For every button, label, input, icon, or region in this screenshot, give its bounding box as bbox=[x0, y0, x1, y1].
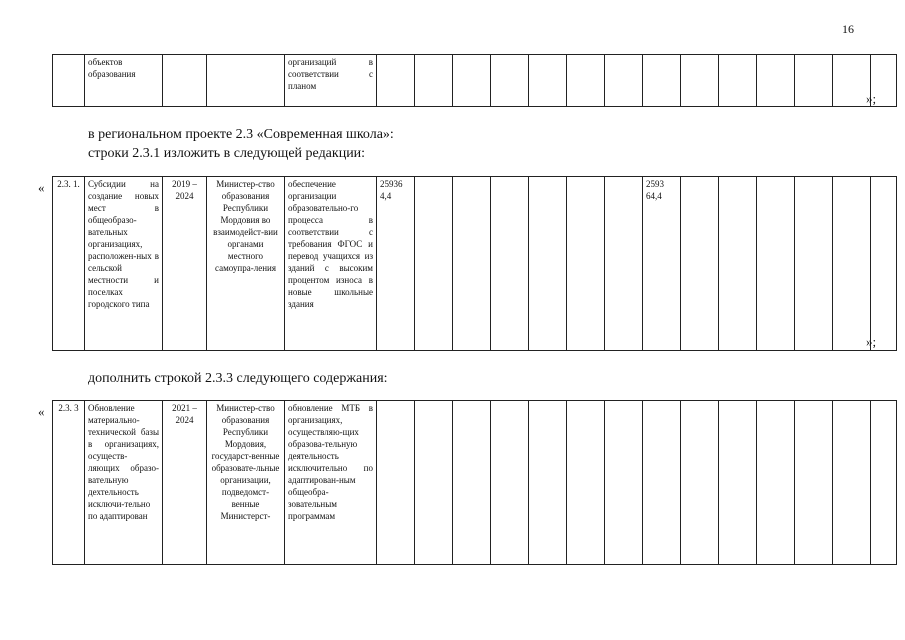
page-number: 16 bbox=[842, 22, 854, 36]
table-row-2-3-1 bbox=[52, 176, 897, 351]
cell-value-2: 2593 64,4 bbox=[643, 177, 681, 351]
cell-num bbox=[53, 55, 85, 107]
closing-quote-1: »; bbox=[866, 91, 877, 106]
cell-period bbox=[163, 55, 207, 107]
cell-period: 2021 – 2024 bbox=[163, 401, 207, 565]
instruction-text-2: дополнить строкой 2.3.3 следующего содержания: bbox=[88, 371, 388, 386]
cell-num: 2.3. 1. bbox=[53, 177, 85, 351]
table-fragment-top bbox=[52, 54, 897, 107]
instruction-text-1: строки 2.3.1 изложить в следующей редакции: bbox=[88, 146, 366, 161]
cell-num: 2.3. 3 bbox=[53, 401, 85, 565]
table-row-2-3-3 bbox=[52, 400, 897, 565]
cell-name: Субсидии на создание новых мест в общеобразо-вательных организациях, расположен-ных в сельской местности и поселках городского типа bbox=[85, 177, 163, 351]
cell-executor: Министер-ство образования Республики Мордовия, государст-венные образовате-льные организации, подведомст-венные Министерст- bbox=[207, 401, 285, 565]
cell-result: организаций в соответствии с планом bbox=[285, 55, 377, 107]
closing-quote-2: »; bbox=[866, 334, 877, 349]
cell-result: обновление МТБ в организациях, осуществляю-щих образова-тельную деятельность исключительно по адаптирован-ным общеобра-зовательным программам bbox=[285, 401, 377, 565]
cell-result: обеспечение организации образовательно-го процесса в соответствии с требования ФГОС и перевод учащихся из зданий с высоким процентом износа в новые школьные здания bbox=[285, 177, 377, 351]
opening-quote-3: « bbox=[38, 404, 45, 419]
section-heading: в региональном проекте 2.3 «Современная школа»: bbox=[88, 127, 394, 142]
cell-period: 2019 – 2024 bbox=[163, 177, 207, 351]
cell-value-1: 25936 4,4 bbox=[377, 177, 415, 351]
opening-quote-2: « bbox=[38, 180, 45, 195]
cell-executor bbox=[207, 55, 285, 107]
cell-executor: Министер-ство образования Республики Мордовия во взаимодейст-вии органами местного самоупра-ления bbox=[207, 177, 285, 351]
cell-name: объектов образования bbox=[85, 55, 163, 107]
cell-name: Обновление материально-технической базы в организациях, осуществ-ляющих образо-вательную дехтельность исключи-тельно по адаптирован bbox=[85, 401, 163, 565]
